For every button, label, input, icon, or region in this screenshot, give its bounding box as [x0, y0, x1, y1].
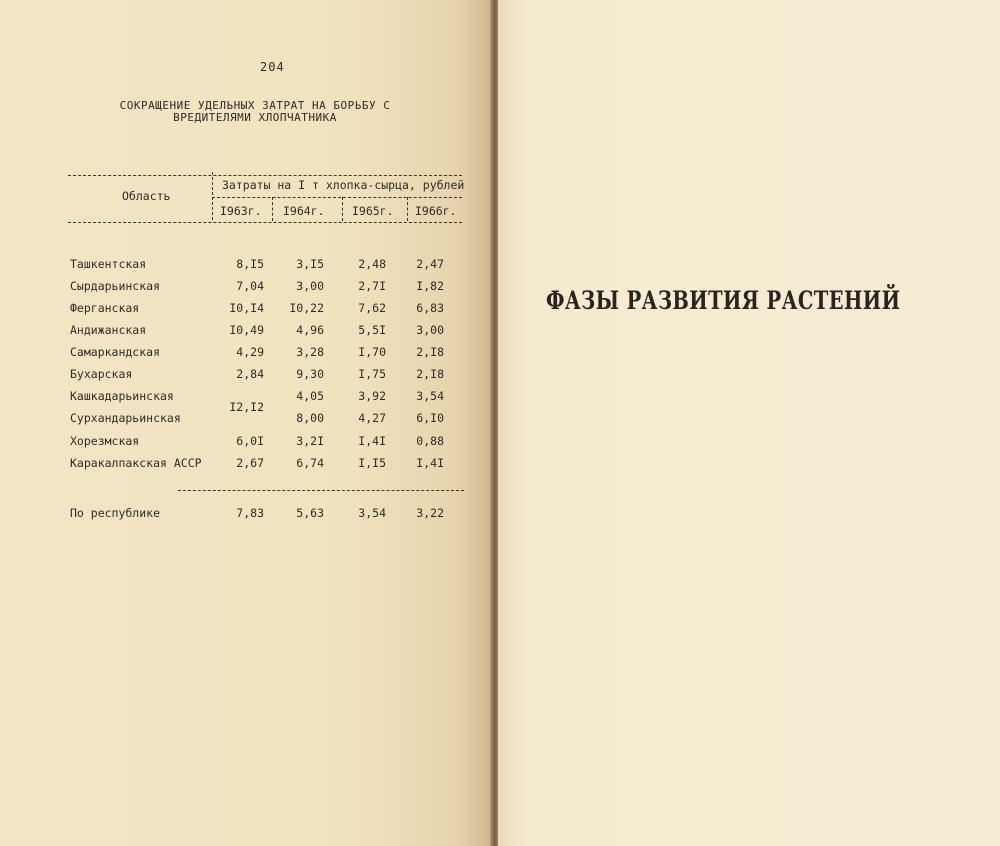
value-cell: 2,I8 [416, 345, 444, 359]
header-bottom-rule [68, 222, 462, 223]
region-label: Сурхандарьинская [70, 411, 181, 425]
value-cell: 5,5I [358, 323, 386, 337]
value-cell: 2,47 [416, 257, 444, 271]
header-divider [212, 172, 213, 220]
value-cell: 2,48 [358, 257, 386, 271]
value-cell: 9,30 [296, 367, 324, 381]
value-cell: 2,84 [236, 367, 264, 381]
value-cell: I0,49 [229, 323, 264, 337]
value-cell: 2,67 [236, 456, 264, 470]
year-header: I964г. [283, 204, 325, 218]
total-value-cell: 7,83 [236, 506, 264, 520]
value-cell: 2,7I [358, 279, 386, 293]
table-title [110, 100, 400, 124]
region-label: Хорезмская [70, 434, 140, 448]
region-label: Самаркандская [70, 345, 161, 359]
value-cell: 3,00 [296, 279, 324, 293]
region-label: Ташкентская [70, 257, 147, 271]
value-cell: 8,I5 [236, 257, 264, 271]
table-top-rule [68, 175, 462, 176]
value-cell: I,4I [416, 456, 444, 470]
group-header: Затраты на I т хлопка-сырца, рублей [222, 178, 465, 192]
value-cell: 6,0I [236, 434, 264, 448]
value-cell: 6,I0 [416, 411, 444, 425]
value-cell: I,70 [358, 345, 386, 359]
value-cell: 6,74 [296, 456, 324, 470]
year-header: I963г. [220, 204, 262, 218]
total-value-cell: 3,22 [416, 506, 444, 520]
value-cell: 3,2I [296, 434, 324, 448]
right-page [498, 0, 1000, 846]
table-title-line-1: СОКРАЩЕНИЕ УДЕЛЬНЫХ ЗАТРАТ НА БОРЬБУ С [119, 99, 391, 112]
left-page [0, 0, 494, 846]
value-cell: I0,22 [289, 301, 324, 315]
year-divider-1 [272, 197, 273, 221]
page-number: 204 [260, 60, 285, 74]
region-label: Андижанская [70, 323, 147, 337]
table-title-line-2: ВРЕДИТЕЛЯМИ ХЛОПЧАТНИКА [173, 111, 337, 124]
year-header: I966г. [415, 204, 457, 218]
value-cell: I,75 [358, 367, 386, 381]
value-cell: 3,28 [296, 345, 324, 359]
value-cell: 4,29 [236, 345, 264, 359]
row-header: Область [122, 189, 171, 203]
year-header: I965г. [352, 204, 394, 218]
region-label: Каракалпакская АССР [70, 456, 202, 470]
value-cell: I0,I4 [229, 301, 264, 315]
region-label: Бухарская [70, 367, 133, 381]
value-cell: 3,54 [416, 389, 444, 403]
section-heading: ФАЗЫ РАЗВИТИЯ РАСТЕНИЙ [546, 286, 901, 315]
value-cell: 4,27 [358, 411, 386, 425]
value-cell: 3,92 [358, 389, 386, 403]
value-cell: 4,05 [296, 389, 324, 403]
region-label: Сырдарьинская [70, 279, 161, 293]
merged-value-cell: I2,I2 [229, 400, 264, 414]
value-cell: 7,62 [358, 301, 386, 315]
value-cell: I,82 [416, 279, 444, 293]
value-cell: 4,96 [296, 323, 324, 337]
region-label: Ферганская [70, 301, 140, 315]
total-value-cell: 5,63 [296, 506, 324, 520]
value-cell: 6,83 [416, 301, 444, 315]
total-value-cell: 3,54 [358, 506, 386, 520]
value-cell: 3,I5 [296, 257, 324, 271]
year-divider-2 [342, 197, 343, 221]
region-label: Кашкадарьинская [70, 389, 174, 403]
total-separator-rule [178, 490, 464, 491]
value-cell: 0,88 [416, 434, 444, 448]
value-cell: 8,00 [296, 411, 324, 425]
value-cell: 7,04 [236, 279, 264, 293]
total-label: По республике [70, 506, 161, 520]
value-cell: 3,00 [416, 323, 444, 337]
value-cell: 2,I8 [416, 367, 444, 381]
value-cell: I,I5 [358, 456, 386, 470]
year-divider-3 [407, 197, 408, 221]
value-cell: I,4I [358, 434, 386, 448]
header-mid-rule [212, 197, 462, 198]
